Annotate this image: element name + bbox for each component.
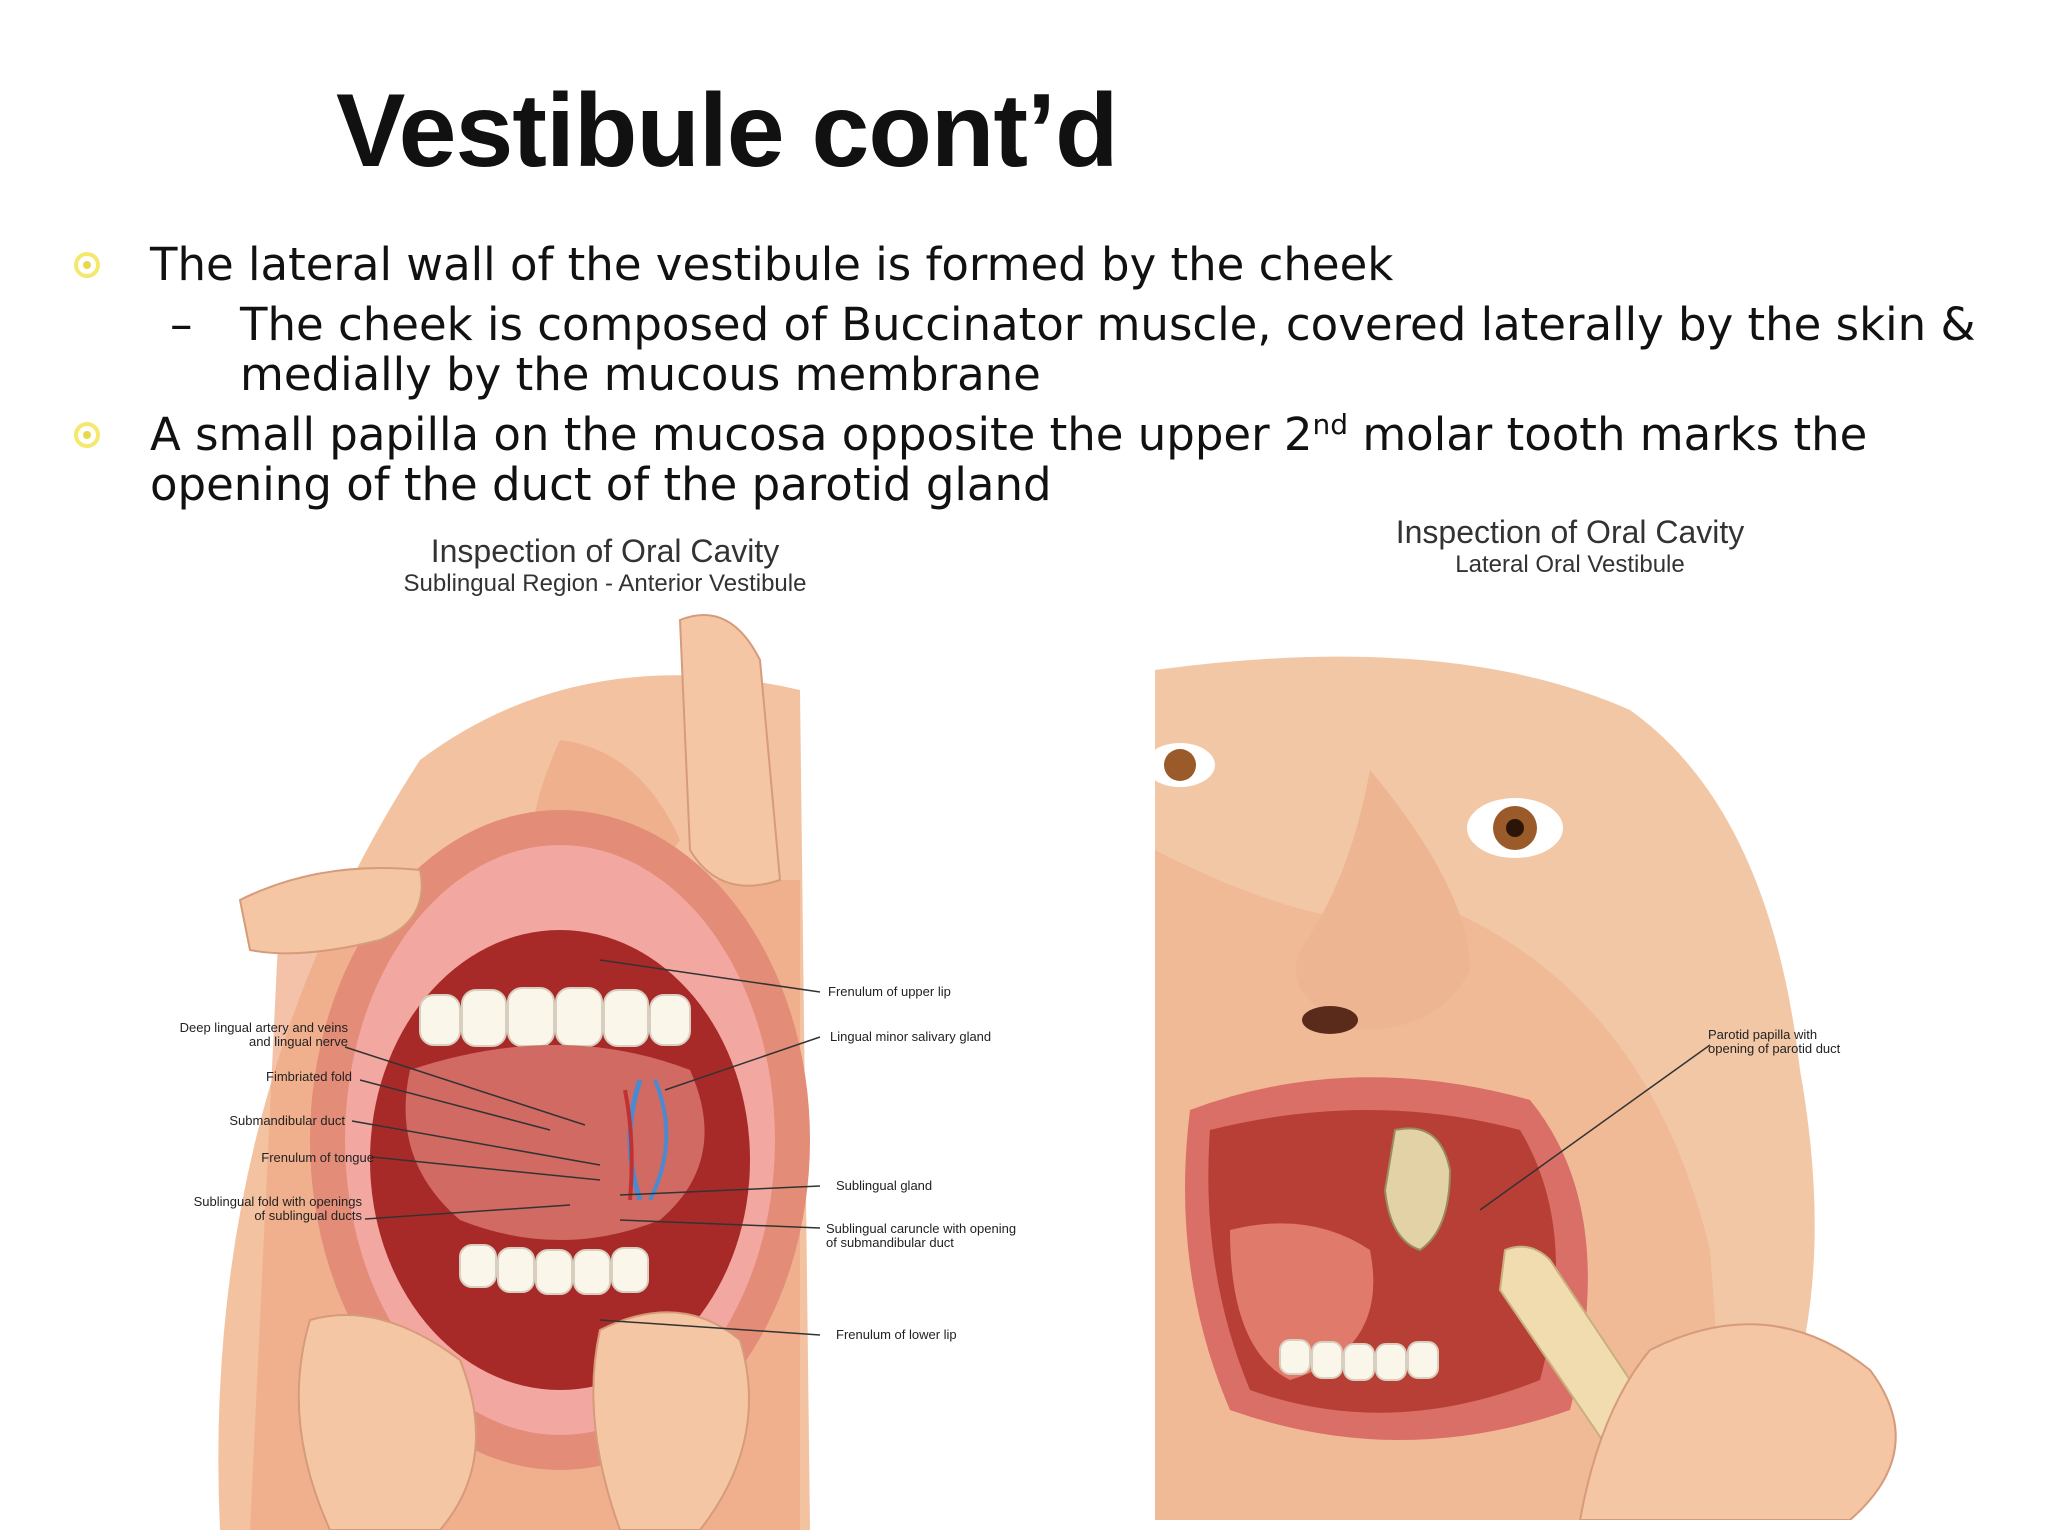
ordinal-superscript: nd [1312,408,1349,441]
right-labels [826,984,1016,1342]
nostril [1302,1006,1358,1034]
bullet-text: The lateral wall of the vestibule is formed by the cheek [150,238,1394,291]
upper-finger [680,615,780,886]
lower-teeth [460,1245,648,1294]
label-sublingual-fold-2: of sublingual ducts [254,1208,362,1223]
bullet-text-start: A small papilla on the mucosa opposite the upper 2 [150,408,1313,461]
label-parotid-2: opening of parotid duct [1708,1041,1841,1056]
label-sublingual-caruncle-1: Sublingual caruncle with opening [826,1221,1017,1236]
label-submandibular-duct: Submandibular duct [229,1113,345,1128]
bullet-marker-icon [74,422,100,448]
left-figure-title: Inspection of Oral Cavity [430,533,780,569]
tongue-underside [406,1045,705,1240]
right-pupil [1506,819,1524,837]
label-frenulum-upper-lip: Frenulum of upper lip [828,984,951,999]
parotid-label [1708,1027,1841,1056]
bullet-marker-icon [74,252,100,278]
lower-teeth [1280,1340,1438,1380]
label-sublingual-gland: Sublingual gland [836,1178,933,1193]
label-deep-lingual-1: Deep lingual artery and veins [179,1020,348,1035]
bullet-item [70,240,2010,290]
label-fimbriated-fold: Fimbriated fold [266,1069,352,1084]
left-figure-caption [380,533,830,598]
label-sublingual-fold-1: Sublingual fold with openings [193,1194,362,1209]
right-figure-title: Inspection of Oral Cavity [1395,514,1745,550]
anterior-vestibule-illustration [80,600,1080,1530]
right-figure-caption [1345,514,1795,579]
lateral-vestibule-illustration [1150,650,2030,1520]
label-frenulum-lower-lip: Frenulum of lower lip [836,1327,957,1342]
bullet-item [70,410,2010,510]
slide-title: Vestibule cont’d [336,73,1118,189]
label-parotid-1: Parotid papilla with [1708,1027,1818,1042]
right-figure-subtitle: Lateral Oral Vestibule [1455,551,1685,578]
label-deep-lingual-2: and lingual nerve [248,1034,348,1049]
bullet-text-end: molar tooth marks the opening of the duct of the parotid gland [150,408,1868,511]
left-figure-subtitle: Sublingual Region - Anterior Vestibule [403,570,807,597]
label-lingual-minor-gland: Lingual minor salivary gland [830,1029,992,1044]
bullet-list [70,240,2010,520]
label-frenulum-tongue: Frenulum of tongue [261,1150,374,1165]
dash-marker: – [170,298,193,351]
left-iris [1164,749,1196,781]
sub-bullet-item [70,300,2010,400]
sub-bullet-text: The cheek is composed of Buccinator muscle, covered laterally by the skin & medially by the mucous membrane [240,298,1976,401]
label-sublingual-caruncle-2: of submandibular duct [826,1235,954,1250]
